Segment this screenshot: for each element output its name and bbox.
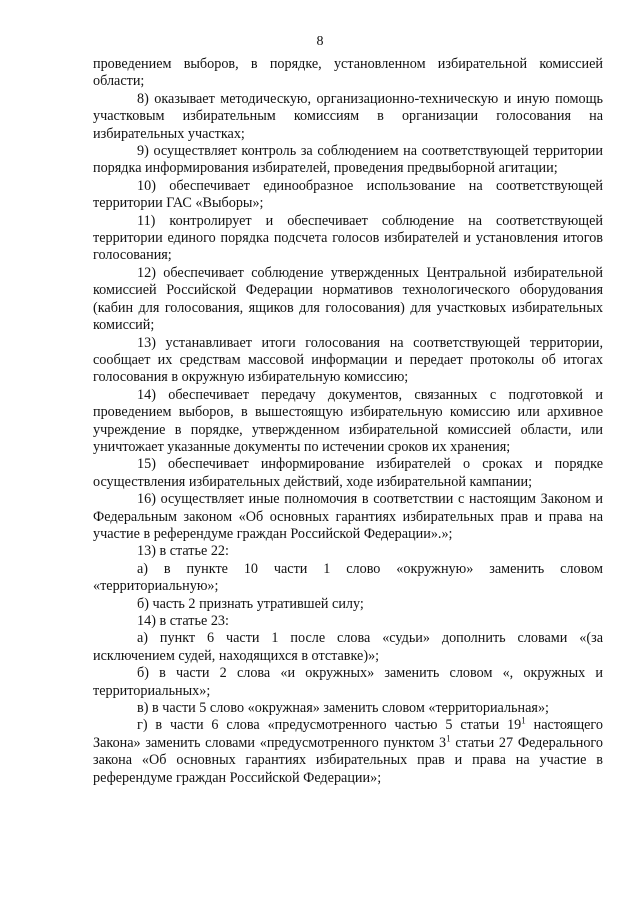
paragraph-amendment-14b: б) в части 2 слова «и окружных» заменить словом «, окружных и территориальных»; (93, 665, 603, 699)
superscript: 1 (446, 733, 451, 744)
paragraph-item-15: 15) обеспечивает информирование избирателей о сроках и порядке осуществления избирательных действий, ходе избирательной кампании; (93, 456, 603, 490)
paragraph-amendment-13b: б) часть 2 признать утратившей силу; (137, 595, 364, 612)
paragraph-continuation: проведением выборов, в порядке, установленном избирательной комиссией области; (93, 56, 603, 90)
paragraph-item-13: 13) устанавливает итоги голосования на соответствующей территории, сообщает их средствам массовой информации и передает протоколы об итогах голосования в окружную избирательную комиссию; (93, 334, 603, 386)
paragraph-amendment-14a: а) пункт 6 части 1 после слова «судьи» дополнить словами «(за исключением судей, находящихся в отставке)»; (93, 630, 603, 664)
paragraph-text: статьи 27 Федерального закона «Об основных гарантиях избирательных прав и права на участие в референдуме граждан Российской Федерации»; (93, 734, 603, 786)
paragraph-amendment-13: 13) в статье 22: (137, 543, 229, 560)
paragraph-text: настоящего Закона» заменить словами «предусмотренного пунктом 3 (93, 717, 603, 751)
paragraph-item-9: 9) осуществляет контроль за соблюдением на соответствующей территории порядка информирования избирателей, проведения предвыборной агитации; (93, 143, 603, 177)
paragraph-amendment-14v: в) в части 5 слово «окружная» заменить словом «территориальная»; (137, 700, 549, 717)
paragraph-item-11: 11) контролирует и обеспечивает соблюдение на соответствующей территории единого порядка подсчета голосов избирателей и установления итогов голосования; (93, 212, 603, 264)
paragraph-amendment-14: 14) в статье 23: (137, 613, 229, 629)
paragraph-amendment-13a: а) в пункте 10 части 1 слово «окружную» заменить словом «территориальную»; (93, 560, 603, 595)
paragraph-amendment-14g (93, 717, 603, 787)
paragraph-item-12: 12) обеспечивает соблюдение утвержденных Центральной избирательной комиссией Российской Федерации нормативов технологического оборудования (кабин для голосования, ящиков для голосования) для участковых избирательных комиссий; (93, 264, 603, 334)
paragraph-item-14: 14) обеспечивает передачу документов, связанных с подготовкой и проведением выборов, в вышестоящую избирательную комиссию или архивное учреждение в порядке, утвержденном избирательной комиссией области, или уничтожает указанные документы по истечении сроков их хранения; (93, 386, 603, 455)
page-number: 8 (316, 34, 324, 49)
superscript: 1 (521, 715, 526, 726)
paragraph-text: г) в части 6 слова «предусмотренного частью 5 статьи 19 (137, 717, 522, 734)
paragraph-item-10: 10) обеспечивает единообразное использование на соответствующей территории ГАС «Выборы»; (93, 177, 603, 212)
document-body (93, 56, 603, 787)
paragraph-item-16: 16) осуществляет иные полномочия в соответствии с настоящим Законом и Федеральным законом «Об основных гарантиях избирательных прав и права на участие в референдуме граждан Российской Федерации».»; (93, 491, 603, 542)
paragraph-item-8: 8) оказывает методическую, организационно-техническую и иную помощь участковым избирательным комиссиям в организации голосования на избирательных участках; (93, 90, 603, 142)
